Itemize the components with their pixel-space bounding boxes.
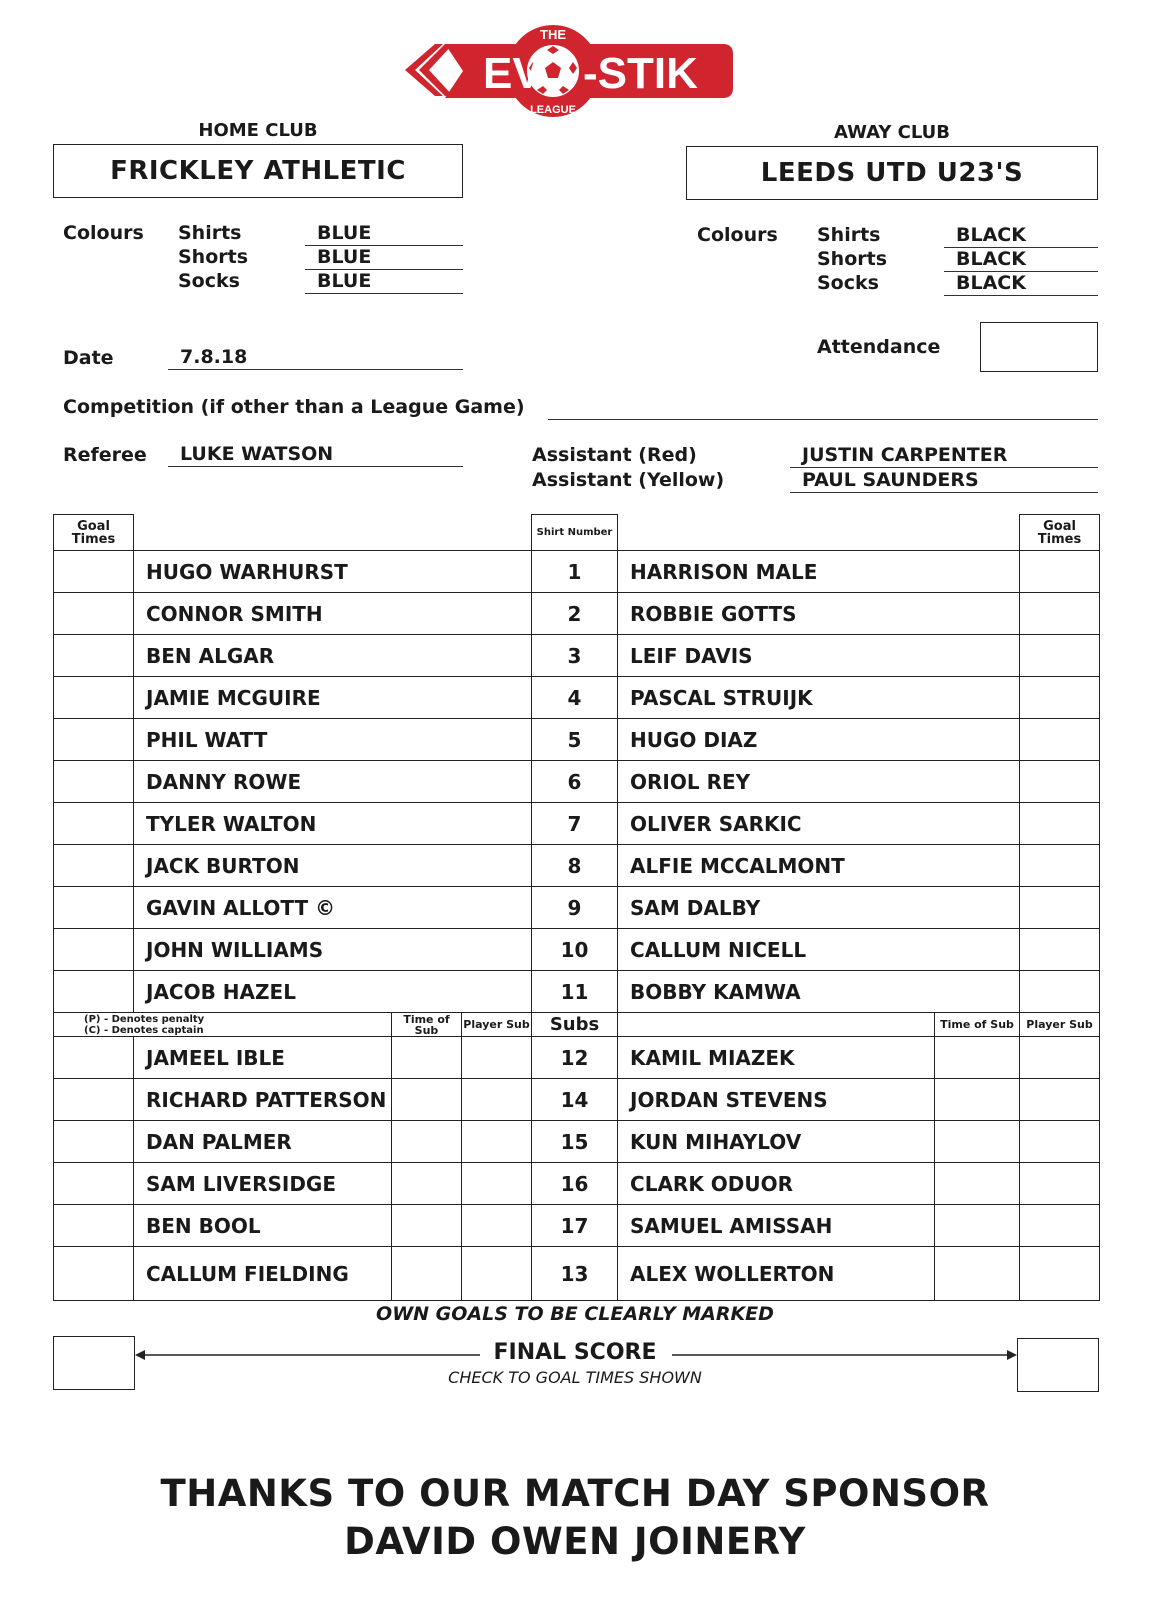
home-goal-times-cell[interactable]	[54, 719, 134, 761]
away-player-name: HARRISON MALE	[618, 551, 1020, 593]
svg-text:EV: EV	[483, 49, 542, 98]
away-shirts-value: BLACK	[944, 224, 1098, 248]
competition-field[interactable]	[548, 396, 1098, 420]
logo-top-text: THE	[540, 27, 566, 42]
home-sub-blank	[54, 1163, 134, 1205]
away-sub-name: SAMUEL AMISSAH	[618, 1205, 935, 1247]
away-sub-name: CLARK ODUOR	[618, 1163, 935, 1205]
home-socks-label: Socks	[178, 270, 240, 292]
home-shirts-label: Shirts	[178, 222, 242, 244]
home-time-of-sub-cell[interactable]	[392, 1247, 462, 1301]
shirt-number: 11	[532, 971, 618, 1013]
shirt-number: 5	[532, 719, 618, 761]
sub-row	[54, 1205, 1100, 1247]
home-socks-value: BLUE	[305, 270, 463, 294]
home-player-sub-cell[interactable]	[462, 1205, 532, 1247]
assistant-yellow-label: Assistant (Yellow)	[532, 469, 725, 491]
home-colours-label: Colours	[63, 222, 144, 244]
away-sub-name: KAMIL MIAZEK	[618, 1037, 935, 1079]
home-player-sub-cell[interactable]	[462, 1163, 532, 1205]
away-goal-times-cell[interactable]	[1020, 551, 1100, 593]
away-goal-times-header: Goal Times	[1020, 515, 1100, 551]
away-goal-times-cell[interactable]	[1020, 887, 1100, 929]
home-sub-name: DAN PALMER	[134, 1121, 392, 1163]
table-row	[54, 551, 1100, 593]
sub-row	[54, 1247, 1100, 1301]
shirt-number: 10	[532, 929, 618, 971]
away-club-heading: AWAY CLUB	[833, 122, 951, 143]
home-player-name: JOHN WILLIAMS	[134, 929, 532, 971]
away-player-name: LEIF DAVIS	[618, 635, 1020, 677]
own-goals-note: OWN GOALS TO BE CLEARLY MARKED	[376, 1303, 774, 1325]
away-colours-label: Colours	[697, 224, 778, 246]
away-club-name: LEEDS UTD U23'S	[686, 146, 1098, 200]
sub-row	[54, 1163, 1100, 1205]
home-shirts-value: BLUE	[305, 222, 463, 246]
home-shorts-value: BLUE	[305, 246, 463, 270]
date-label: Date	[63, 347, 114, 369]
home-player-sub-cell[interactable]	[462, 1121, 532, 1163]
sponsor-line-2: DAVID OWEN JOINERY	[344, 1520, 806, 1563]
home-goal-times-cell[interactable]	[54, 677, 134, 719]
home-sub-blank	[54, 1121, 134, 1163]
shirt-number: 2	[532, 593, 618, 635]
away-shorts-value: BLACK	[944, 248, 1098, 272]
home-player-name: CONNOR SMITH	[134, 593, 532, 635]
assistant-red-label: Assistant (Red)	[532, 444, 697, 466]
away-sub-name: JORDAN STEVENS	[618, 1079, 935, 1121]
shirt-number: 4	[532, 677, 618, 719]
away-time-of-sub-header: Time of Sub	[935, 1013, 1020, 1037]
away-player-sub-cell[interactable]	[1020, 1079, 1100, 1121]
home-goal-times-cell[interactable]	[54, 971, 134, 1013]
away-goal-times-cell[interactable]	[1020, 719, 1100, 761]
attendance-box[interactable]	[980, 322, 1098, 372]
shirt-number: 8	[532, 845, 618, 887]
table-header-row	[54, 515, 1100, 551]
svg-text:-STIK: -STIK	[583, 49, 698, 98]
home-time-of-sub-cell[interactable]	[392, 1205, 462, 1247]
away-player-name: SAM DALBY	[618, 887, 1020, 929]
subs-header: Subs	[532, 1013, 618, 1037]
table-row	[54, 929, 1100, 971]
away-time-of-sub-cell[interactable]	[935, 1205, 1020, 1247]
sub-shirt-number: 17	[532, 1205, 618, 1247]
away-player-name: BOBBY KAMWA	[618, 971, 1020, 1013]
home-sub-blank	[54, 1205, 134, 1247]
home-sub-blank	[54, 1079, 134, 1121]
away-time-of-sub-cell[interactable]	[935, 1163, 1020, 1205]
home-time-of-sub-cell[interactable]	[392, 1037, 462, 1079]
shirt-number: 1	[532, 551, 618, 593]
shirt-number: 7	[532, 803, 618, 845]
assistant-red-value: JUSTIN CARPENTER	[790, 444, 1098, 468]
sub-row	[54, 1079, 1100, 1121]
home-player-sub-cell[interactable]	[462, 1079, 532, 1121]
away-time-of-sub-cell[interactable]	[935, 1247, 1020, 1301]
date-value: 7.8.18	[168, 346, 463, 370]
home-club-heading: HOME CLUB	[198, 120, 318, 141]
away-sub-name: KUN MIHAYLOV	[618, 1121, 935, 1163]
penalty-note: (P) - Denotes penalty	[84, 1013, 205, 1025]
competition-label: Competition (if other than a League Game)	[63, 396, 525, 418]
home-player-name: HUGO WARHURST	[134, 551, 532, 593]
assistant-yellow-value: PAUL SAUNDERS	[790, 469, 1098, 493]
attendance-label: Attendance	[817, 336, 941, 358]
referee-value: LUKE WATSON	[168, 443, 463, 467]
home-player-sub-header: Player Sub	[462, 1013, 532, 1037]
home-time-of-sub-header: Time of Sub	[392, 1013, 462, 1037]
home-sub-name: JAMEEL IBLE	[134, 1037, 392, 1079]
home-goal-times-cell[interactable]	[54, 803, 134, 845]
home-player-name: TYLER WALTON	[134, 803, 532, 845]
home-sub-name: BEN BOOL	[134, 1205, 392, 1247]
sub-shirt-number: 15	[532, 1121, 618, 1163]
home-time-of-sub-cell[interactable]	[392, 1121, 462, 1163]
table-row	[54, 845, 1100, 887]
home-sub-blank	[54, 1037, 134, 1079]
home-goal-times-cell[interactable]	[54, 929, 134, 971]
check-goal-times-note: CHECK TO GOAL TIMES SHOWN	[448, 1368, 702, 1387]
home-player-name: JACOB HAZEL	[134, 971, 532, 1013]
captain-note: (C) - Denotes captain	[84, 1024, 204, 1036]
home-goal-times-header: Goal Times	[54, 515, 134, 551]
away-player-name: CALLUM NICELL	[618, 929, 1020, 971]
away-shorts-label: Shorts	[817, 248, 888, 270]
table-row	[54, 887, 1100, 929]
home-goal-times-cell[interactable]	[54, 761, 134, 803]
table-row	[54, 719, 1100, 761]
away-time-of-sub-cell[interactable]	[935, 1037, 1020, 1079]
away-goal-times-cell[interactable]	[1020, 845, 1100, 887]
home-sub-blank	[54, 1247, 134, 1301]
sub-row	[54, 1121, 1100, 1163]
away-time-of-sub-cell[interactable]	[935, 1079, 1020, 1121]
sub-shirt-number: 12	[532, 1037, 618, 1079]
away-goal-times-cell[interactable]	[1020, 929, 1100, 971]
home-goal-times-cell[interactable]	[54, 551, 134, 593]
home-player-name: DANNY ROWE	[134, 761, 532, 803]
sub-shirt-number: 14	[532, 1079, 618, 1121]
away-time-of-sub-cell[interactable]	[935, 1121, 1020, 1163]
table-row	[54, 635, 1100, 677]
home-sub-name: CALLUM FIELDING	[134, 1247, 392, 1301]
home-club-name: FRICKLEY ATHLETIC	[53, 144, 463, 198]
table-row	[54, 677, 1100, 719]
table-row	[54, 971, 1100, 1013]
home-sub-name: RICHARD PATTERSON	[134, 1079, 392, 1121]
home-player-sub-cell[interactable]	[462, 1037, 532, 1079]
away-player-sub-header: Player Sub	[1020, 1013, 1100, 1037]
away-player-sub-cell[interactable]	[1020, 1205, 1100, 1247]
home-player-name: JAMIE MCGUIRE	[134, 677, 532, 719]
sub-shirt-number: 13	[532, 1247, 618, 1301]
table-row	[54, 761, 1100, 803]
home-player-name: PHIL WATT	[134, 719, 532, 761]
away-player-sub-cell[interactable]	[1020, 1121, 1100, 1163]
away-subs-blank	[618, 1013, 935, 1037]
table-row	[54, 803, 1100, 845]
home-goal-times-cell[interactable]	[54, 635, 134, 677]
home-shorts-label: Shorts	[178, 246, 249, 268]
referee-label: Referee	[63, 444, 147, 466]
away-player-sub-cell[interactable]	[1020, 1247, 1100, 1301]
sub-row	[54, 1037, 1100, 1079]
home-sub-name: SAM LIVERSIDGE	[134, 1163, 392, 1205]
away-goal-times-cell[interactable]	[1020, 677, 1100, 719]
away-goal-times-cell[interactable]	[1020, 971, 1100, 1013]
away-goal-times-cell[interactable]	[1020, 761, 1100, 803]
team-sheet-table	[53, 514, 1100, 1301]
away-player-name: HUGO DIAZ	[618, 719, 1020, 761]
shirt-number: 9	[532, 887, 618, 929]
home-goal-times-cell[interactable]	[54, 887, 134, 929]
final-score-label: FINAL SCORE	[493, 1340, 657, 1365]
logo-bottom-text: LEAGUE	[530, 104, 576, 116]
sub-shirt-number: 16	[532, 1163, 618, 1205]
sponsor-line-1: THANKS TO OUR MATCH DAY SPONSOR	[160, 1472, 990, 1515]
notes-legend	[54, 1013, 392, 1037]
home-time-of-sub-cell[interactable]	[392, 1079, 462, 1121]
shirt-number: 6	[532, 761, 618, 803]
home-goal-times-cell[interactable]	[54, 845, 134, 887]
home-player-name: JACK BURTON	[134, 845, 532, 887]
away-player-name: ORIOL REY	[618, 761, 1020, 803]
away-player-name: PASCAL STRUIJK	[618, 677, 1020, 719]
away-goal-times-cell[interactable]	[1020, 803, 1100, 845]
home-goal-times-cell[interactable]	[54, 593, 134, 635]
away-goal-times-cell[interactable]	[1020, 635, 1100, 677]
logo-graphic	[405, 22, 745, 122]
evo-stik-logo	[405, 22, 745, 122]
away-player-sub-cell[interactable]	[1020, 1163, 1100, 1205]
subs-header-row	[54, 1013, 1100, 1037]
home-player-sub-cell[interactable]	[462, 1247, 532, 1301]
home-time-of-sub-cell[interactable]	[392, 1163, 462, 1205]
away-socks-label: Socks	[817, 272, 879, 294]
home-player-name: BEN ALGAR	[134, 635, 532, 677]
away-sub-name: ALEX WOLLERTON	[618, 1247, 935, 1301]
shirt-number-header: Shirt Number	[532, 515, 618, 551]
away-player-name: OLIVER SARKIC	[618, 803, 1020, 845]
away-socks-value: BLACK	[944, 272, 1098, 296]
shirt-number: 3	[532, 635, 618, 677]
away-goal-times-cell[interactable]	[1020, 593, 1100, 635]
home-player-name: GAVIN ALLOTT ©	[134, 887, 532, 929]
away-player-name: ALFIE MCCALMONT	[618, 845, 1020, 887]
away-player-name: ROBBIE GOTTS	[618, 593, 1020, 635]
away-shirts-label: Shirts	[817, 224, 881, 246]
table-row	[54, 593, 1100, 635]
away-player-sub-cell[interactable]	[1020, 1037, 1100, 1079]
